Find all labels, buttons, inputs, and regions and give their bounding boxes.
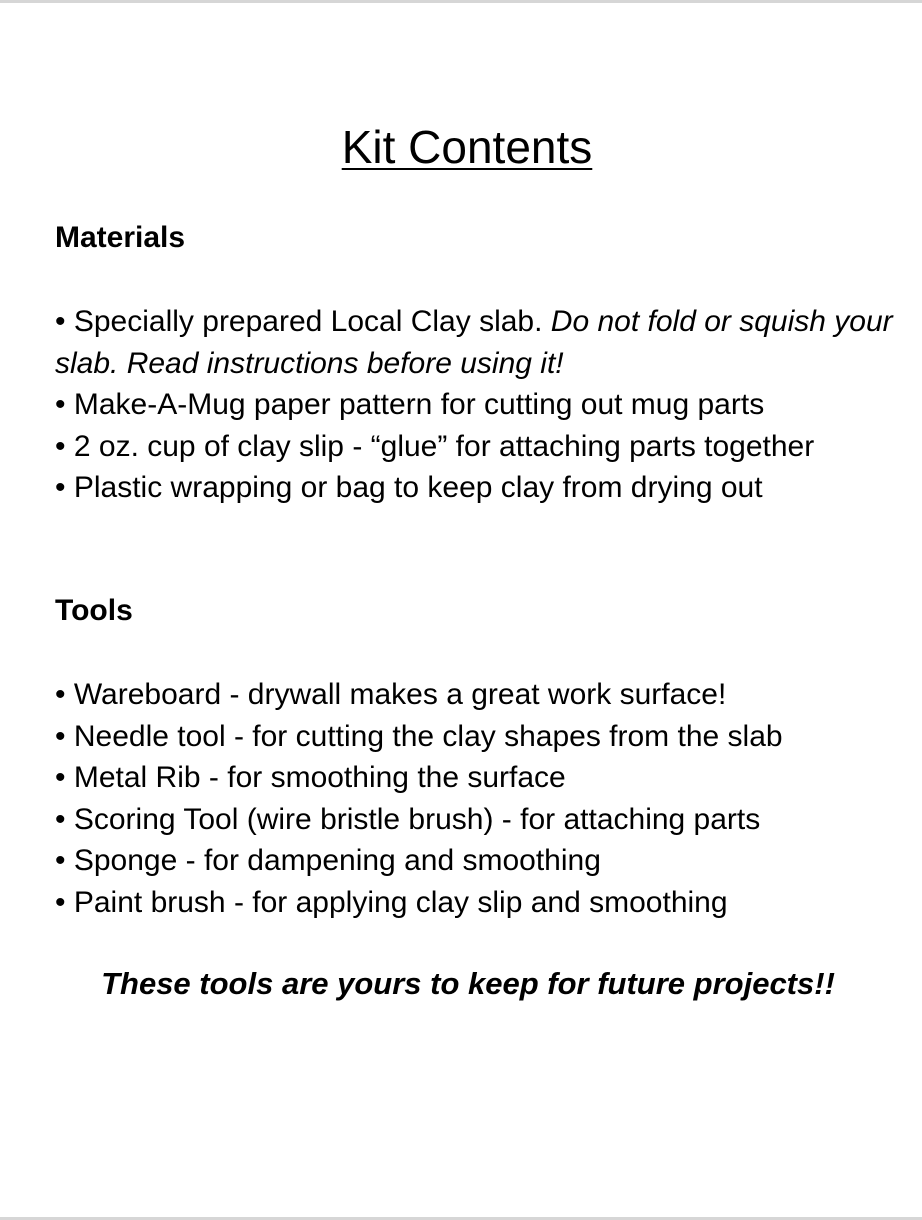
materials-list	[55, 301, 905, 509]
list-item-text: Needle tool - for cutting the clay shapes from the slab	[73, 719, 783, 753]
list-item-note: Do not fold or squish your slab. Read instructions before using it!	[55, 305, 893, 380]
materials-heading: Materials	[55, 221, 186, 254]
bullet-icon: •	[55, 719, 66, 753]
list-item	[55, 716, 905, 758]
list-item	[55, 467, 905, 509]
list-item-text: Scoring Tool (wire bristle brush) - for attaching parts	[73, 802, 761, 836]
list-item-text: 2 oz. cup of clay slip - “glue” for attaching parts together	[73, 429, 815, 463]
list-item	[55, 674, 905, 716]
bullet-icon: •	[55, 678, 66, 711]
list-item-text: Make-A-Mug paper pattern for cutting out mug parts	[73, 388, 765, 421]
list-item-text: Specially prepared Local Clay slab.	[73, 305, 543, 338]
page-title: Kit Contents	[341, 121, 593, 173]
list-item	[55, 757, 905, 799]
closing-note: These tools are yours to keep for future projects!!	[101, 966, 835, 1001]
bullet-icon: •	[55, 429, 66, 463]
list-item	[55, 799, 905, 841]
bullet-icon: •	[55, 305, 66, 338]
bullet-icon: •	[55, 471, 66, 504]
list-item-text: Wareboard - drywall makes a great work surface!	[73, 678, 727, 711]
list-item-text: Plastic wrapping or bag to keep clay from drying out	[73, 471, 763, 504]
bullet-icon: •	[55, 761, 66, 794]
list-item	[55, 426, 905, 468]
list-item-text: Metal Rib - for smoothing the surface	[73, 761, 566, 794]
list-item	[55, 384, 905, 426]
list-item	[55, 840, 905, 882]
tools-heading: Tools	[55, 594, 133, 627]
list-item-text: Sponge - for dampening and smoothing	[73, 844, 601, 877]
bullet-icon: •	[55, 388, 66, 421]
bullet-icon: •	[55, 802, 66, 836]
list-item	[55, 882, 905, 924]
bullet-icon: •	[55, 885, 66, 919]
tools-list	[55, 674, 905, 923]
list-item-text: Paint brush - for applying clay slip and smoothing	[73, 885, 728, 919]
list-item	[55, 301, 905, 384]
bullet-icon: •	[55, 844, 66, 877]
